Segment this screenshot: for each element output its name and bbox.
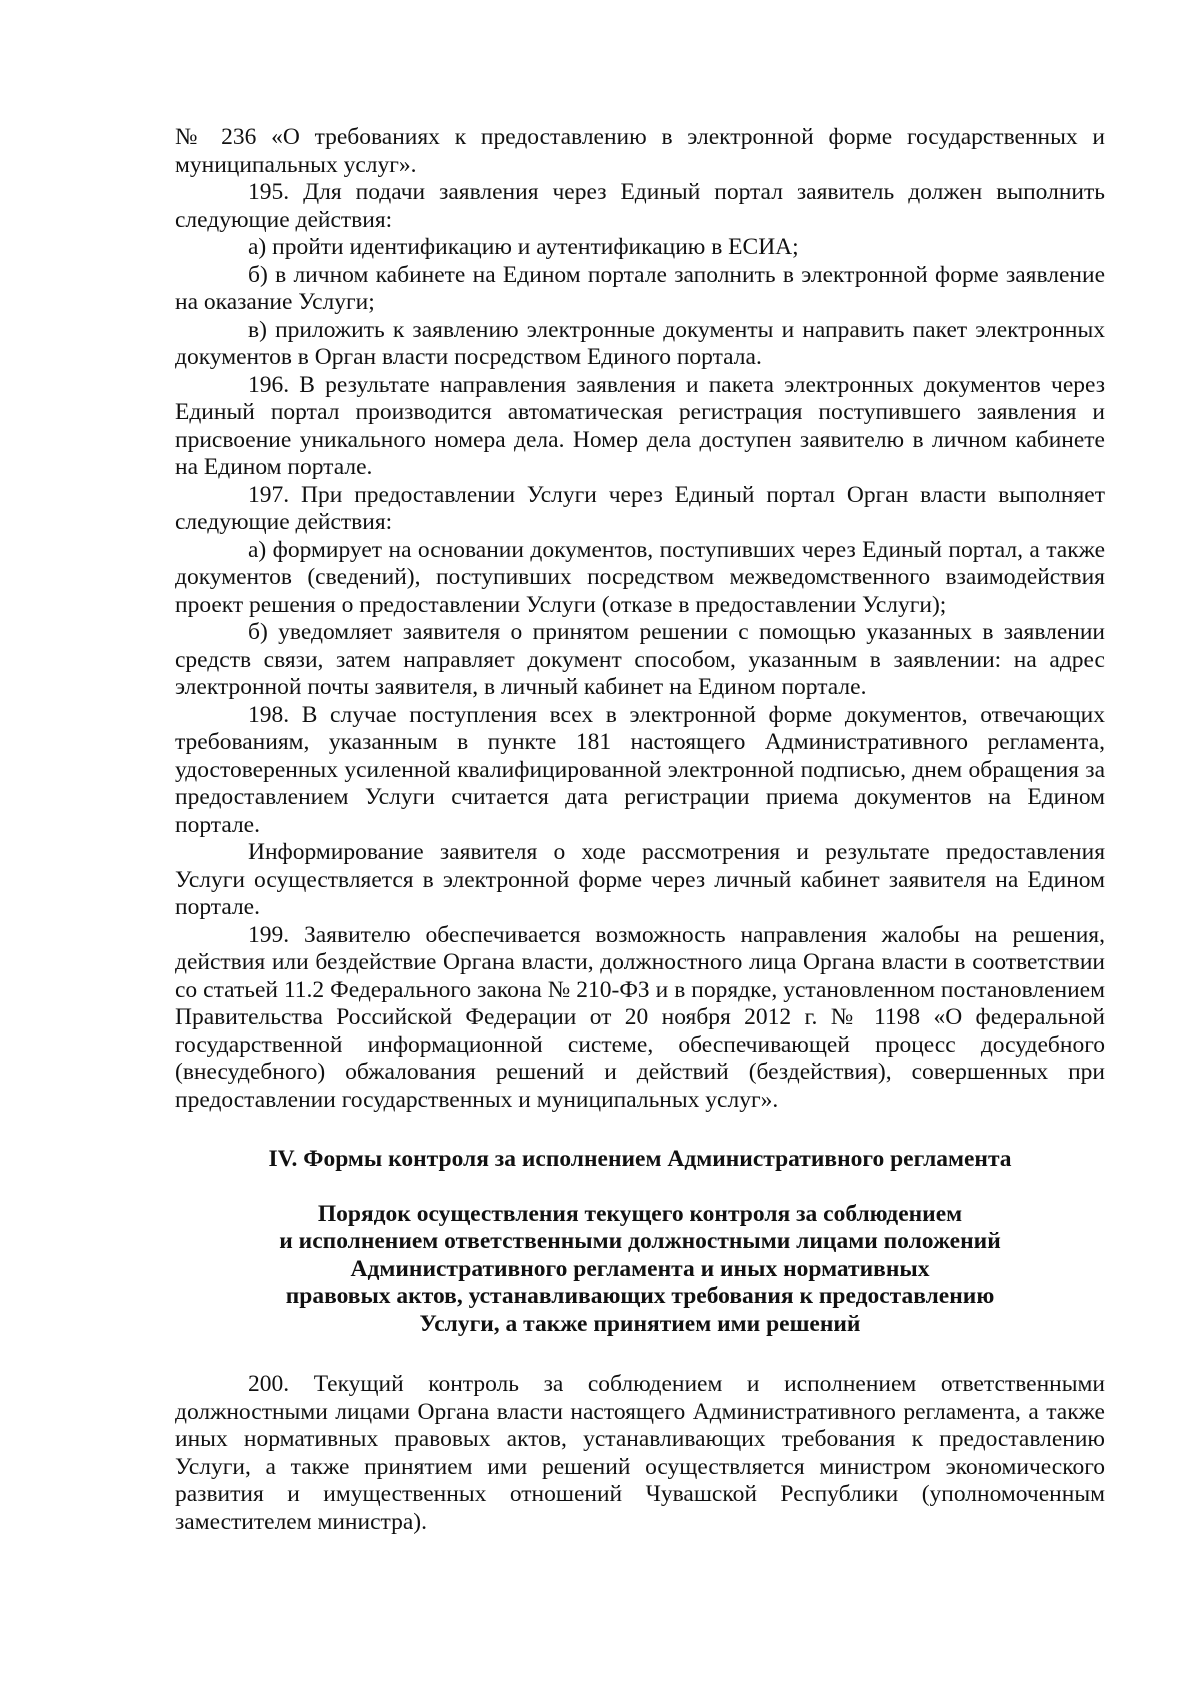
paragraph-197-b: б) уведомляет заявителя о принятом решении с помощью указанных в заявлении средств связи, затем направляет документ способом, указанным в заявлении: на адрес электронной почты заявителя, в личный кабинет на Едином портале. xyxy=(175,619,1105,700)
paragraph-198-informing: Информирование заявителя о ходе рассмотрения и результате предоставления Услуги осуществляется в электронной форме через личный кабинет заявителя на Едином портале. xyxy=(175,839,1105,920)
paragraph-197: 197. При предоставлении Услуги через Единый портал Орган власти выполняет следующие действия: xyxy=(175,481,1105,535)
paragraph-198: 198. В случае поступления всех в электронной форме документов, отвечающих требованиям, указанным в пункте 181 настоящего Административного регламента, удостоверенных усиленной квалифицированной электронной подписью, днем обращения за предоставлением Услуги считается дата регистрации приема документов на Едином портале. xyxy=(175,701,1105,838)
subsection-heading xyxy=(175,1201,1105,1339)
subsection-heading-line: и исполнением ответственными должностными лицами положений xyxy=(279,1228,1001,1254)
subsection-heading-line: Порядок осуществления текущего контроля за соблюдением xyxy=(317,1200,963,1227)
subsection-heading-line: Административного регламента и иных нормативных xyxy=(350,1255,930,1282)
paragraph-continuation: № 236 «О требованиях к предоставлению в электронной форме государственных и муниципальных услуг». xyxy=(175,124,1105,178)
paragraph-199: 199. Заявителю обеспечивается возможность направления жалобы на решения, действия или бездействие Органа власти, должностного лица Органа власти в соответствии со статьей 11.2 Федерального закона № 210-ФЗ и в порядке, установленном постановлением Правительства Российской Федерации от 20 ноября 2012 г. № 1198 «О федеральной государственной информационной системе, обеспечивающей процесс досудебного (внесудебного) обжалования решений и действий (бездействия), совершенных при предоставлении государственных и муниципальных услуг». xyxy=(175,921,1105,1113)
spacer xyxy=(175,1114,1105,1146)
paragraph-195: 195. Для подачи заявления через Единый портал заявитель должен выполнить следующие действия: xyxy=(175,179,1105,233)
subsection-heading-line: Услуги, а также принятием ими решений xyxy=(419,1310,861,1337)
spacer xyxy=(175,1174,1105,1201)
subsection-heading-line: правовых актов, устанавливающих требования к предоставлению xyxy=(285,1283,995,1309)
spacer xyxy=(175,1338,1105,1371)
paragraph-197-a: а) формирует на основании документов, поступивших через Единый портал, а также документов (сведений), поступивших посредством межведомственного взаимодействия проект решения о предоставлении Услуги (отказе в предоставлении Услуги); xyxy=(175,536,1105,618)
paragraph-195-c: в) приложить к заявлению электронные документы и направить пакет электронных документов в Орган власти посредством Единого портала. xyxy=(175,316,1105,370)
paragraph-195-b: б) в личном кабинете на Едином портале заполнить в электронной форме заявление на оказание Услуги; xyxy=(175,261,1105,315)
document-body xyxy=(175,124,1105,1536)
paragraph-196: 196. В результате направления заявления и пакета электронных документов через Единый портал производится автоматическая регистрация поступившего заявления и присвоение уникального номера дела. Номер дела доступен заявителю в личном кабинете на Едином портале. xyxy=(175,371,1105,480)
paragraph-200: 200. Текущий контроль за соблюдением и исполнением ответственными должностными лицами Органа власти настоящего Административного регламента, а также иных нормативных правовых актов, устанавливающих требования к предоставлению Услуги, а также принятием ими решений осуществляется министром экономического развития и имущественных отношений Чувашской Республики (уполномоченным заместителем министра). xyxy=(175,1371,1105,1535)
paragraph-195-a: а) пройти идентификацию и аутентификацию в ЕСИА; xyxy=(248,234,799,260)
section-heading: IV. Формы контроля за исполнением Административного регламента xyxy=(268,1146,1012,1172)
